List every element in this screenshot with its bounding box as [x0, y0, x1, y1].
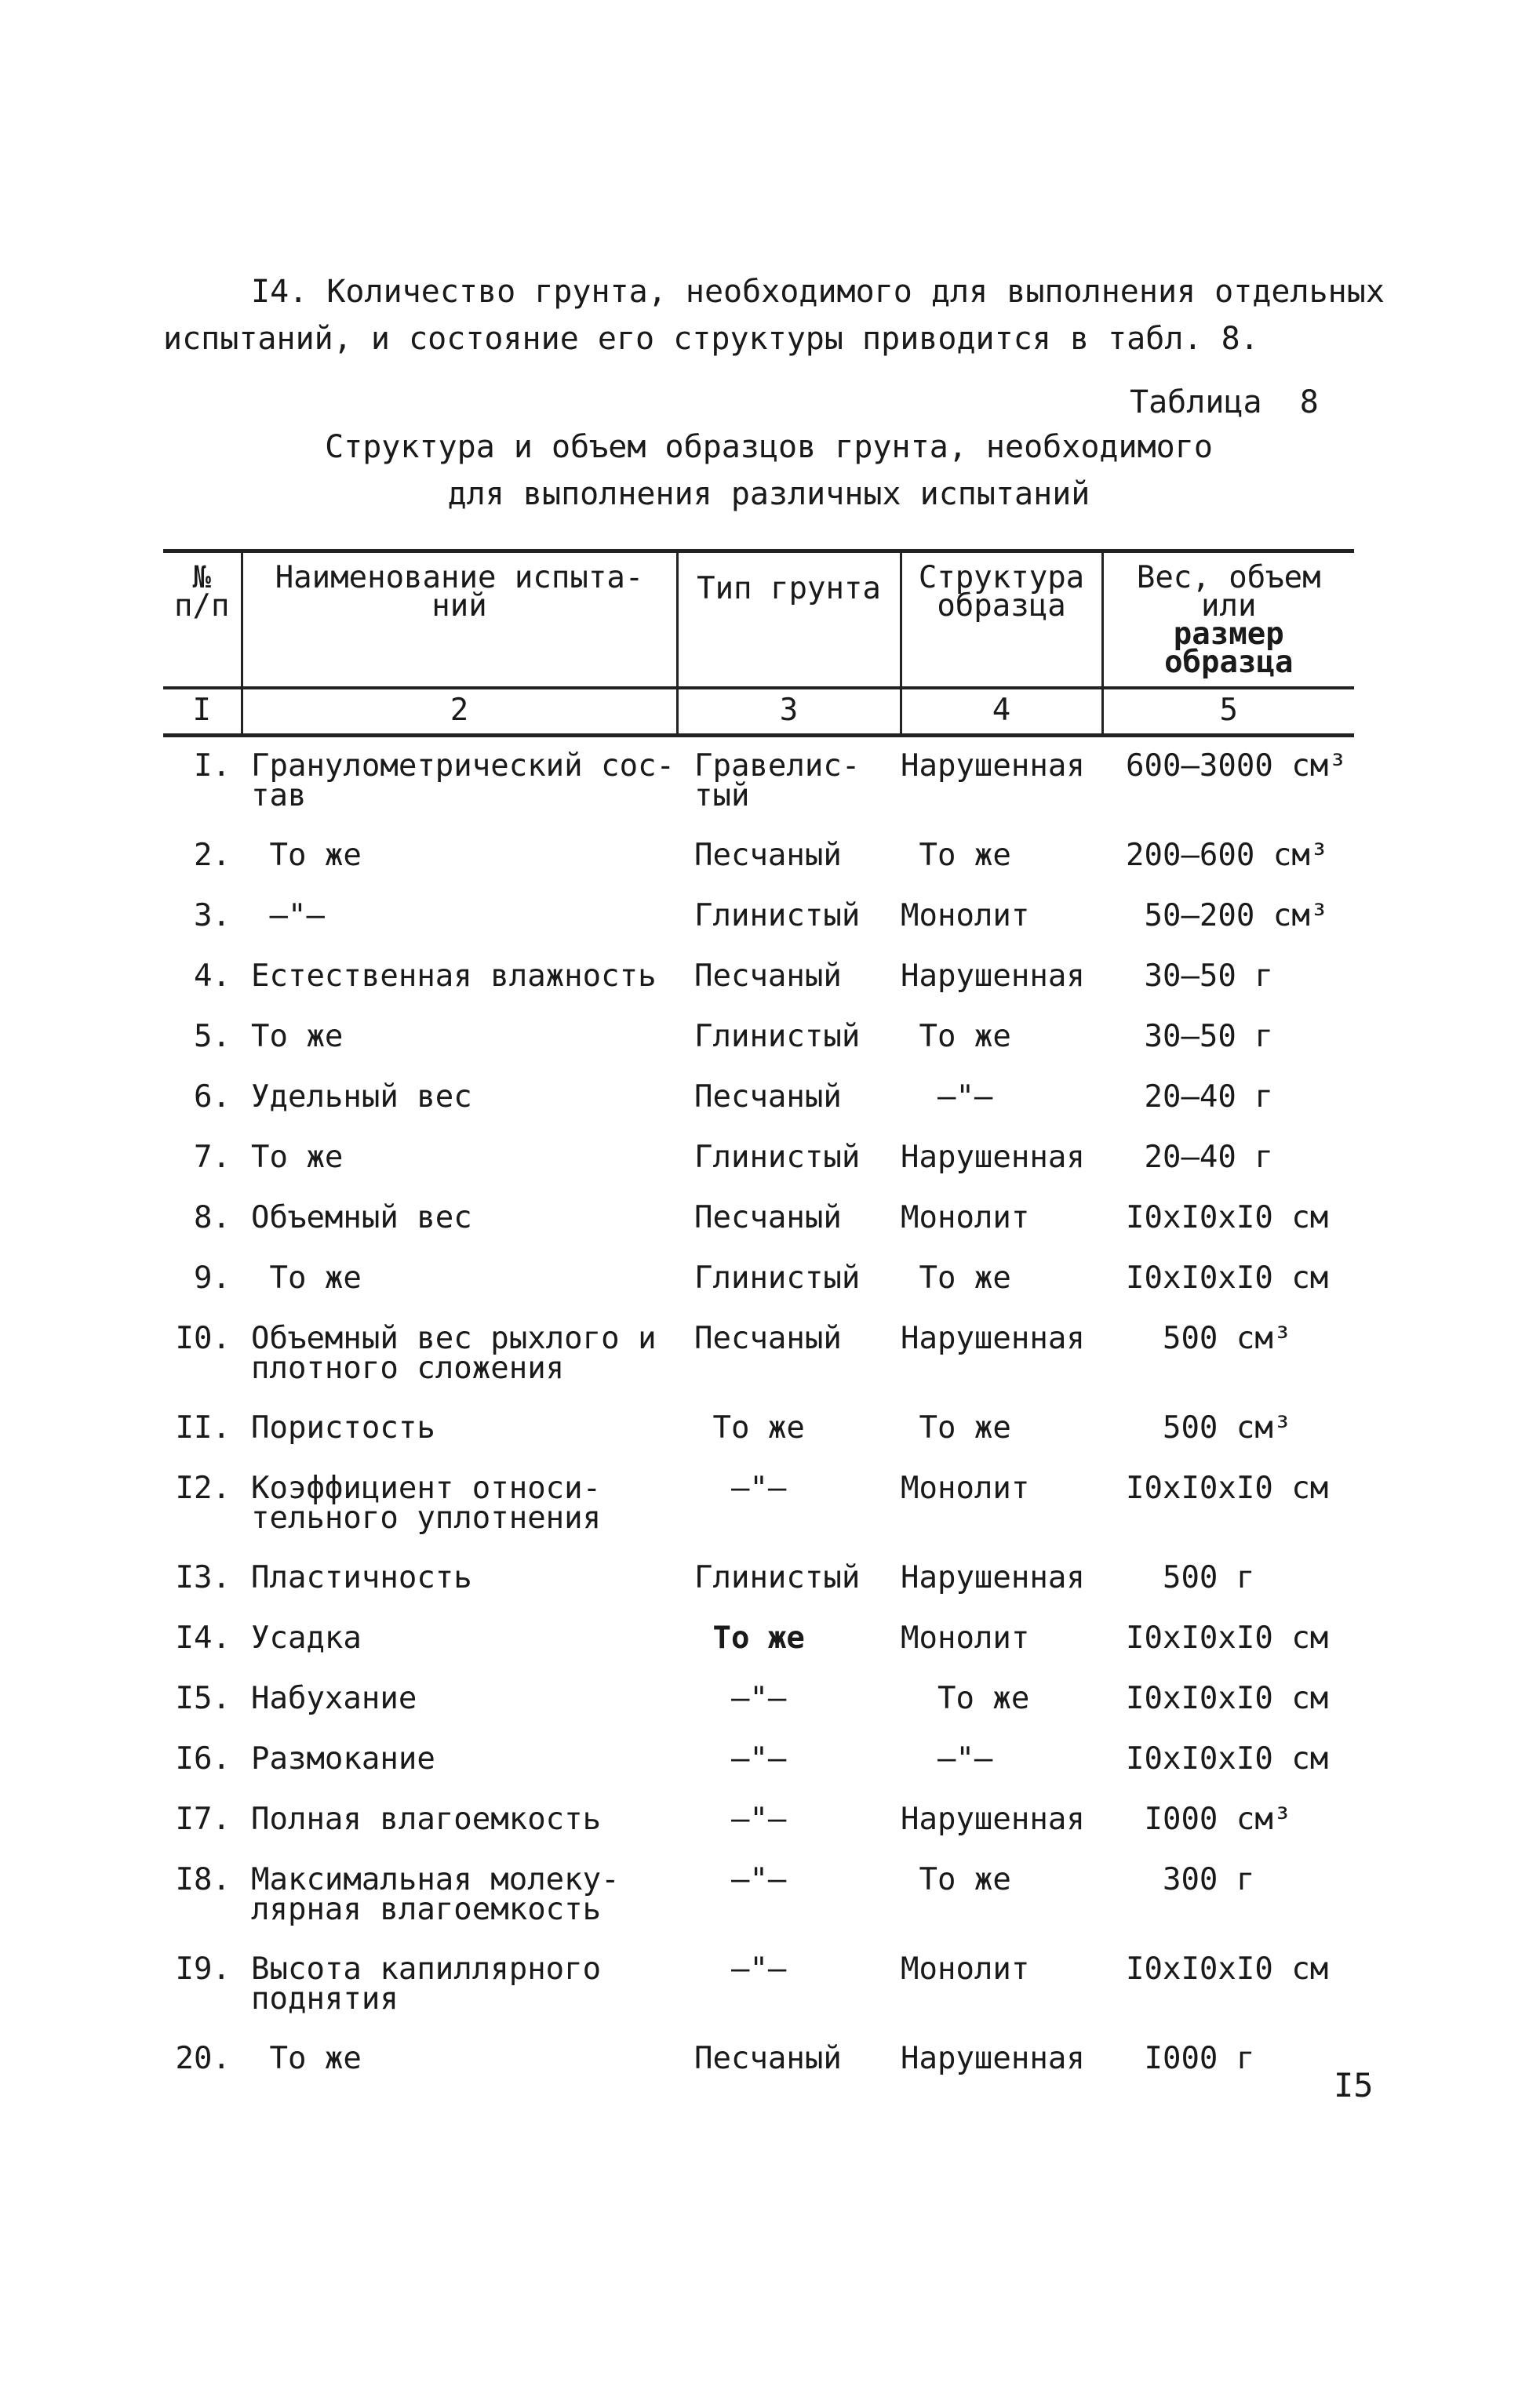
soil-type-line: Глинистый	[694, 1140, 861, 1175]
header-row	[163, 551, 1354, 689]
test-name	[242, 2030, 677, 2090]
row-number: I9.	[175, 1951, 231, 1987]
soil-type	[677, 1791, 901, 1851]
row-number: 8.	[194, 1200, 231, 1235]
soil-type-line: Глинистый	[694, 1019, 861, 1054]
row-number: I7.	[175, 1802, 231, 1837]
intro-line-1: I4. Количество грунта, необходимого для выполнения отдельных	[251, 274, 1385, 310]
table-caption	[157, 424, 1381, 518]
soil-type	[677, 1189, 901, 1249]
caption-line-1: Структура и объем образцов грунта, необходимого	[325, 429, 1213, 465]
soil-type-line: –"–	[694, 1681, 787, 1716]
test-name-line: –"–	[251, 898, 325, 933]
test-name	[242, 1310, 677, 1399]
test-name-line: Естественная влажность	[251, 958, 657, 994]
soil-type-line: Песчаный	[694, 1200, 842, 1235]
soil-type	[677, 1310, 901, 1399]
table-row	[163, 736, 1354, 828]
sample-structure: –"–	[901, 1741, 993, 1777]
intro-paragraph	[163, 268, 1387, 362]
row-number: I5.	[175, 1681, 231, 1716]
sample-structure: Монолит	[901, 898, 1030, 933]
row-number: 5.	[194, 1019, 231, 1054]
soil-type	[677, 1008, 901, 1068]
soil-type	[677, 1941, 901, 2030]
table-row	[163, 1670, 1354, 1730]
sample-structure: То же	[901, 1019, 1011, 1054]
row-number: 4.	[194, 958, 231, 994]
soil-type	[677, 1129, 901, 1189]
row-number: 3.	[194, 898, 231, 933]
intro-line-2: испытаний, и состояние его структуры приводится в табл. 8.	[163, 321, 1259, 357]
test-name-line: То же	[251, 838, 362, 873]
sample-structure: Нарушенная	[901, 1140, 1085, 1175]
soil-type	[677, 1549, 901, 1610]
soil-type	[677, 1460, 901, 1549]
soil-type-line: Песчаный	[694, 838, 842, 873]
column-numbers-row	[163, 688, 1354, 736]
soil-type	[677, 1249, 901, 1310]
test-name	[242, 1249, 677, 1310]
test-name-line: То же	[251, 1140, 344, 1175]
test-name	[242, 1791, 677, 1851]
sample-size: I0xI0xI0 см	[1126, 1260, 1329, 1296]
table-row	[163, 1310, 1354, 1399]
table-row	[163, 827, 1354, 887]
soil-type	[677, 1851, 901, 1941]
test-name	[242, 887, 677, 948]
test-name-line: плотного сложения	[251, 1351, 565, 1386]
sample-size: I0xI0xI0 см	[1126, 1681, 1329, 1716]
sample-structure: Нарушенная	[901, 1802, 1085, 1837]
sample-size: I0xI0xI0 см	[1126, 1620, 1329, 1656]
test-name-line: То же	[251, 1019, 344, 1054]
soil-type	[677, 1730, 901, 1791]
table-row	[163, 887, 1354, 948]
soil-type	[677, 2030, 901, 2090]
table-row	[163, 948, 1354, 1008]
header-size: Вес, объем или размер образца	[1102, 551, 1354, 689]
sample-size: I0xI0xI0 см	[1126, 1200, 1329, 1235]
test-name-line: Полная влагоемкость	[251, 1802, 602, 1837]
table-row	[163, 1549, 1354, 1610]
table-row	[163, 1460, 1354, 1549]
sample-size: I0xI0xI0 см	[1126, 1471, 1329, 1506]
test-name-line: То же	[251, 2041, 362, 2076]
sample-structure: Нарушенная	[901, 958, 1085, 994]
soil-type	[677, 1610, 901, 1670]
row-number: I.	[194, 748, 231, 784]
table-row	[163, 2030, 1354, 2090]
page-number: I5	[1334, 2066, 1374, 2104]
header-structure: Структура образца	[901, 551, 1102, 689]
sample-size: 500 см³	[1126, 1321, 1292, 1356]
soil-type	[677, 1670, 901, 1730]
test-name-line: поднятия	[251, 1981, 399, 2017]
table-row	[163, 1068, 1354, 1129]
table-row	[163, 1730, 1354, 1791]
row-number: II.	[175, 1410, 231, 1446]
header-soil-type: Тип грунта	[677, 551, 901, 689]
table-row	[163, 1129, 1354, 1189]
sample-size: 20–40 г	[1126, 1079, 1273, 1115]
row-number: I3.	[175, 1560, 231, 1595]
test-name-line: Удельный вес	[251, 1079, 472, 1115]
table-body	[163, 736, 1354, 2091]
test-name-line: Усадка	[251, 1620, 362, 1656]
test-name-line: лярная влагоемкость	[251, 1892, 602, 1927]
test-name-line: Гранулометрический сос-	[251, 748, 675, 784]
test-name	[242, 1399, 677, 1460]
column-number: I	[163, 688, 242, 736]
soil-type-line: –"–	[694, 1802, 787, 1837]
sample-size: 50–200 см³	[1126, 898, 1329, 933]
sample-size: 30–50 г	[1126, 1019, 1273, 1054]
column-number: 4	[901, 688, 1102, 736]
column-number: 2	[242, 688, 677, 736]
sample-structure: Нарушенная	[901, 1321, 1085, 1356]
column-number: 3	[677, 688, 901, 736]
sample-structure: То же	[901, 1862, 1011, 1897]
test-name	[242, 1610, 677, 1670]
table-row	[163, 1189, 1354, 1249]
row-number: I6.	[175, 1741, 231, 1777]
soil-type-line: Гравелис-	[694, 748, 861, 784]
test-name	[242, 1189, 677, 1249]
test-name	[242, 1730, 677, 1791]
test-name	[242, 948, 677, 1008]
row-number: I8.	[175, 1862, 231, 1897]
row-number: 20.	[175, 2041, 231, 2076]
test-name-line: Коэффициент относи-	[251, 1471, 602, 1506]
soil-type-line: Глинистый	[694, 898, 861, 933]
sample-structure: То же	[901, 838, 1011, 873]
test-name-line: тав	[251, 778, 307, 813]
sample-size: 20–40 г	[1126, 1140, 1273, 1175]
soil-type	[677, 887, 901, 948]
soil-type-line: –"–	[694, 1862, 787, 1897]
table-row	[163, 1941, 1354, 2030]
test-name-line: тельного уплотнения	[251, 1500, 602, 1536]
sample-size: 300 г	[1126, 1862, 1255, 1897]
soil-type-line: То же	[694, 1410, 805, 1446]
sample-size: 500 г	[1126, 1560, 1255, 1595]
test-name-line: Объемный вес рыхлого и	[251, 1321, 657, 1356]
table-row	[163, 1791, 1354, 1851]
sample-size: I000 г	[1126, 2041, 1255, 2076]
table-label: Таблица 8	[1130, 384, 1319, 420]
soil-type-line: Песчаный	[694, 2041, 842, 2076]
sample-structure: То же	[901, 1260, 1011, 1296]
soil-type-line: тый	[694, 778, 750, 813]
soil-type-line: Глинистый	[694, 1560, 861, 1595]
soil-type-line: Песчаный	[694, 958, 842, 994]
header-test-name: Наименование испыта- ний	[242, 551, 677, 689]
row-number: I0.	[175, 1321, 231, 1356]
row-number: I2.	[175, 1471, 231, 1506]
table-row	[163, 1399, 1354, 1460]
soil-type-line: Песчаный	[694, 1321, 842, 1356]
test-name	[242, 1129, 677, 1189]
test-name	[242, 1068, 677, 1129]
table-row	[163, 1008, 1354, 1068]
sample-structure: Монолит	[901, 1200, 1030, 1235]
caption-line-2: для выполнения различных испытаний	[447, 476, 1090, 512]
row-number: 9.	[194, 1260, 231, 1296]
sample-size: 500 см³	[1126, 1410, 1292, 1446]
soil-type-line: –"–	[694, 1471, 787, 1506]
table-row	[163, 1610, 1354, 1670]
sample-structure: Монолит	[901, 1620, 1030, 1656]
test-name	[242, 1670, 677, 1730]
soil-type	[677, 948, 901, 1008]
test-name	[242, 1941, 677, 2030]
header-number: № п/п	[163, 551, 242, 689]
sample-structure: Нарушенная	[901, 1560, 1085, 1595]
test-name-line: Объемный вес	[251, 1200, 472, 1235]
column-number: 5	[1102, 688, 1354, 736]
samples-table	[163, 549, 1354, 2090]
sample-size: I0xI0xI0 см	[1126, 1741, 1329, 1777]
test-name-line: Набухание	[251, 1681, 417, 1716]
soil-type	[677, 827, 901, 887]
test-name-line: Пористость	[251, 1410, 435, 1446]
sample-structure: То же	[901, 1681, 1030, 1716]
sample-size: 30–50 г	[1126, 958, 1273, 994]
sample-structure: –"–	[901, 1079, 993, 1115]
row-number: 7.	[194, 1140, 231, 1175]
test-name	[242, 827, 677, 887]
sample-size: 600–3000 см³	[1126, 748, 1347, 784]
test-name	[242, 1008, 677, 1068]
soil-type	[677, 1399, 901, 1460]
soil-type-line: –"–	[694, 1741, 787, 1777]
test-name	[242, 736, 677, 828]
test-name	[242, 1460, 677, 1549]
sample-structure: Монолит	[901, 1471, 1030, 1506]
soil-type-line: –"–	[694, 1951, 787, 1987]
test-name-line: Размокание	[251, 1741, 435, 1777]
row-number: 6.	[194, 1079, 231, 1115]
row-number: I4.	[175, 1620, 231, 1656]
table-row	[163, 1851, 1354, 1941]
test-name-line: Пластичность	[251, 1560, 472, 1595]
sample-structure: То же	[901, 1410, 1011, 1446]
sample-structure: Нарушенная	[901, 748, 1085, 784]
test-name	[242, 1851, 677, 1941]
soil-type-line: Глинистый	[694, 1260, 861, 1296]
test-name	[242, 1549, 677, 1610]
sample-structure: Нарушенная	[901, 2041, 1085, 2076]
table-row	[163, 1249, 1354, 1310]
soil-type	[677, 1068, 901, 1129]
sample-size: 200–600 см³	[1126, 838, 1329, 873]
row-number: 2.	[194, 838, 231, 873]
soil-type	[677, 736, 901, 828]
soil-type-line: То же	[694, 1620, 805, 1656]
sample-size: I000 см³	[1126, 1802, 1292, 1837]
test-name-line: Максимальная молеку-	[251, 1862, 620, 1897]
sample-structure: Монолит	[901, 1951, 1030, 1987]
sample-size: I0xI0xI0 см	[1126, 1951, 1329, 1987]
test-name-line: То же	[251, 1260, 362, 1296]
soil-type-line: Песчаный	[694, 1079, 842, 1115]
test-name-line: Высота капиллярного	[251, 1951, 602, 1987]
